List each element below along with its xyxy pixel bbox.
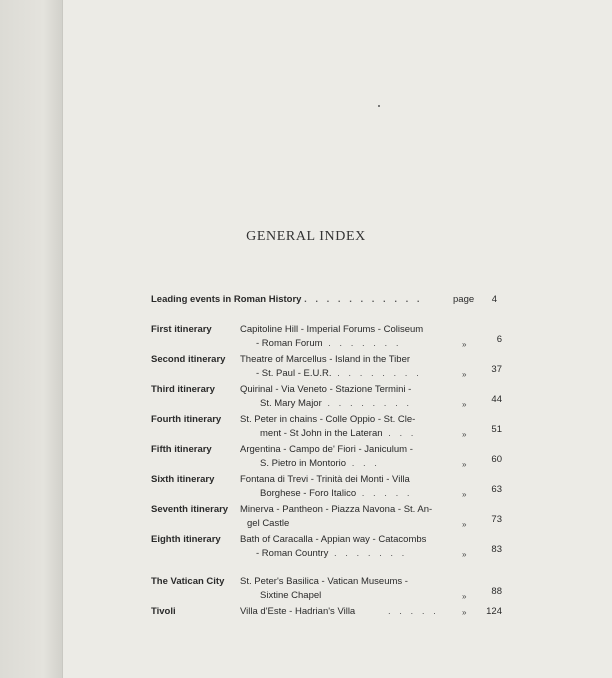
index-description-text: - St. Paul - E.U.R.: [256, 368, 332, 379]
paper-speck: [378, 105, 380, 107]
index-label: Fifth itinerary: [151, 444, 212, 455]
index-description-line1: Theatre of Marcellus - Island in the Tiber: [240, 354, 411, 365]
index-description-line1: Bath of Caracalla - Appian way - Catacombs: [240, 534, 427, 545]
index-description-line2: [256, 337, 401, 351]
index-description-line1: Capitoline Hill - Imperial Forums - Coliseum: [240, 324, 424, 335]
index-description-text: Borghese - Foro Italico: [260, 488, 357, 499]
index-description-line2: [260, 589, 321, 603]
index-label: Seventh itinerary: [151, 504, 229, 515]
index-description-line2: [260, 487, 413, 501]
index-row: [0, 605, 612, 635]
index-label: Third itinerary: [151, 384, 215, 395]
index-row: [0, 473, 612, 503]
page-word: page: [453, 294, 475, 305]
index-row: [0, 353, 612, 383]
page-number: 37: [491, 364, 502, 375]
index-description-line1: Minerva - Pantheon - Piazza Navona - St. An-: [240, 504, 433, 515]
index-description-line1: St. Peter in chains - Colle Oppio - St. Cle-: [240, 414, 416, 425]
dot-leader: . . . . .: [356, 488, 413, 499]
index-description-line2: [256, 367, 422, 381]
ditto-mark: »: [462, 592, 467, 601]
index-description-line2: [256, 547, 407, 561]
page-number: 4: [491, 294, 497, 305]
index-label: Fourth itinerary: [151, 414, 222, 425]
index-row: [0, 323, 612, 353]
page-number: 124: [486, 606, 502, 617]
page-number: 51: [491, 424, 502, 435]
page-number: 60: [491, 454, 502, 465]
index-label: Second itinerary: [151, 354, 226, 365]
page-title: GENERAL INDEX: [246, 229, 366, 244]
index-description-text: gel Castle: [247, 518, 290, 529]
index-description-line1: St. Peter's Basilica - Vatican Museums -: [240, 576, 408, 587]
index-row: [0, 533, 612, 563]
page-number: 88: [491, 586, 502, 597]
dot-leader: . . . . . . . .: [331, 368, 422, 379]
page-number: 44: [491, 394, 502, 405]
page-number: 63: [491, 484, 502, 495]
index-description-text: Sixtine Chapel: [260, 590, 322, 601]
index-description-text: - Roman Country: [256, 548, 329, 559]
index-description-line2: [260, 427, 416, 441]
page-number: 83: [491, 544, 502, 555]
index-row: [0, 443, 612, 473]
page-number: 6: [496, 334, 502, 345]
ditto-mark: »: [462, 490, 467, 499]
ditto-mark: »: [462, 520, 467, 529]
index-description-line1: Argentina - Campo de' Fiori - Janiculum -: [240, 444, 413, 455]
index-row: [0, 413, 612, 443]
dot-leader: . . . . .: [388, 606, 439, 617]
index-row: [0, 503, 612, 533]
dot-leader: . . .: [346, 458, 380, 469]
index-label: Sixth itinerary: [151, 474, 215, 485]
ditto-mark: »: [462, 400, 467, 409]
index-description-line2: [260, 397, 412, 411]
index-label: Leading events in Roman History . . . . . . . . . . .: [151, 294, 423, 305]
index-description-text: St. Mary Major: [260, 398, 322, 409]
dot-leader: . . .: [382, 428, 417, 439]
index-description-line1: Fontana di Trevi - Trinità dei Monti - Villa: [240, 474, 410, 485]
dot-leader: . . . . . . . . . . .: [304, 294, 423, 305]
index-row: [0, 383, 612, 413]
ditto-mark: »: [462, 608, 467, 617]
index-description-line1: Villa d'Este - Hadrian's Villa: [240, 606, 356, 617]
index-label: The Vatican City: [151, 576, 225, 587]
index-description-line2: [260, 457, 380, 471]
index-description-text: ment - St John in the Lateran: [260, 428, 383, 439]
index-label: Eighth itinerary: [151, 534, 221, 545]
ditto-mark: »: [462, 460, 467, 469]
ditto-mark: »: [462, 550, 467, 559]
index-label: Tivoli: [151, 606, 176, 617]
index-description-line2: [247, 517, 289, 531]
index-row: [0, 575, 612, 605]
index-label: First itinerary: [151, 324, 212, 335]
ditto-mark: »: [462, 340, 467, 349]
ditto-mark: »: [462, 430, 467, 439]
page-number: 73: [491, 514, 502, 525]
index-description-line1: Quirinal - Via Veneto - Stazione Termini -: [240, 384, 412, 395]
ditto-mark: »: [462, 370, 467, 379]
dot-leader: . . . . . . .: [328, 548, 408, 559]
dot-leader: . . . . . . .: [322, 338, 402, 349]
index-description-text: - Roman Forum: [256, 338, 323, 349]
index-description-text: S. Pietro in Montorio: [260, 458, 347, 469]
dot-leader: . . . . . . . .: [321, 398, 412, 409]
